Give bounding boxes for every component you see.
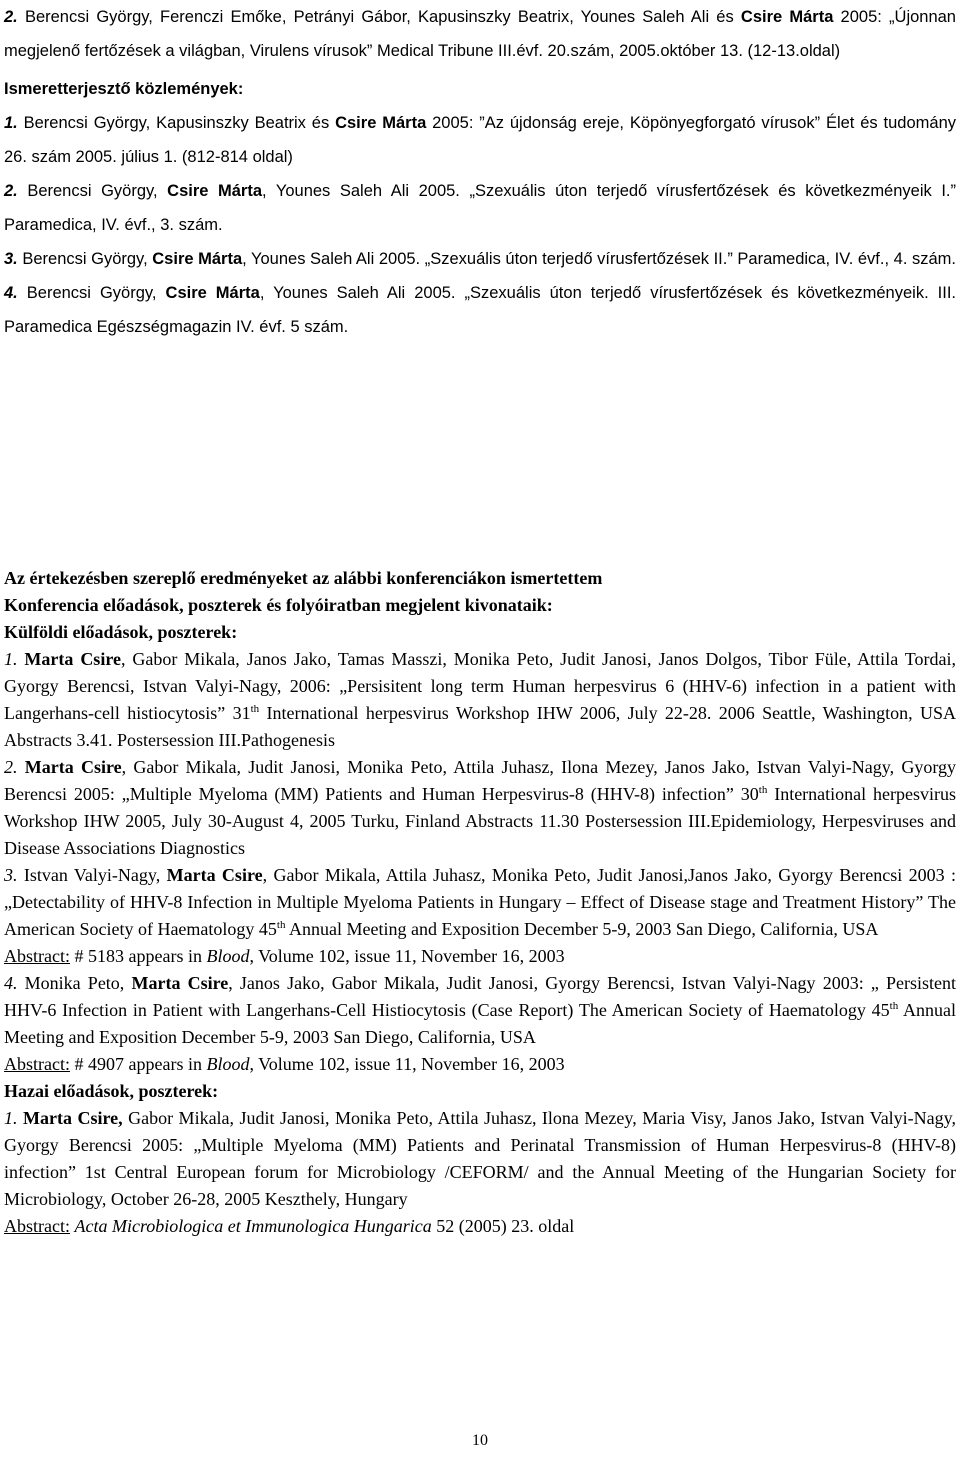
entry-citation: 2005: ”Az újdonság ereje, Köpönyegforgató vírusok” Élet és tudomány 26. szám 2005. július 1. (812-814 oldal)	[4, 114, 956, 166]
popular-publications-section	[4, 0, 956, 344]
highlighted-author: Csire Márta	[165, 284, 260, 302]
abstract-text: # 5183 appears in	[69, 946, 207, 966]
entry-citation: , Gabor Mikala, Janos Jako, Tamas Masszi, Monika Peto, Judit Janosi, Janos Dolgos, Tibor Füle, Attila Tordai, Gyorgy Berencsi, Istvan Valyi-Nagy, 2006: „Persisitent long term Human herpesvirus 6 (HHV-6) infection in a patient with Langerhans-cell histiocytosis” 31	[4, 649, 956, 723]
abstract-line	[4, 1051, 956, 1078]
abstract-text: , Volume 102, issue 11, November 16, 2003	[249, 946, 565, 966]
ordinal-suffix: th	[276, 919, 286, 931]
journal-name: Blood	[206, 1054, 250, 1074]
entry-number: 3.	[4, 250, 18, 268]
abstract-text: , Volume 102, issue 11, November 16, 2003	[249, 1054, 565, 1074]
entry-citation: , Gabor Mikala, Judit Janosi, Monika Peto, Attila Juhasz, Ilona Mezey, Janos Jako, Istvan Valyi-Nagy, Gyorgy Berencsi 2005: „Multiple Myeloma (MM) Patients and Human Herpesvirus-8 (HHV-8) infection” 30	[4, 757, 956, 804]
entry-number: 3.	[4, 865, 18, 885]
page-number: 10	[472, 1432, 488, 1449]
conference-entry	[4, 754, 956, 862]
entry-citation: , Younes Saleh Ali 2005. „Szexuális úton terjedő vírusfertőzések és következményeik. III. Paramedica Egészségmagazin IV. évf. 5 szám.	[4, 284, 956, 336]
conference-entry	[4, 646, 956, 754]
abstract-text: # 4907 appears in	[69, 1054, 207, 1074]
entry-citation-cont: Annual Meeting and Exposition December 5-9, 2003 San Diego, California, USA	[285, 919, 879, 939]
abstract-label: Abstract:	[4, 946, 70, 966]
entry-number: 4.	[4, 973, 18, 993]
highlighted-author: Csire Márta	[740, 8, 834, 26]
publication-entry	[4, 276, 956, 344]
publication-entry	[4, 0, 956, 68]
entry-citation-cont: International herpesvirus Workshop IHW 2006, July 22-28. 2006 Seattle, Washington, USA Abstracts 3.41. Postersession III.Pathogenesis	[4, 703, 956, 750]
entry-authors: Istvan Valyi-Nagy,	[17, 865, 167, 885]
entry-authors: Berencsi György, Kapusinszky Beatrix és	[17, 114, 336, 132]
entry-number: 1.	[4, 649, 18, 669]
journal-name: Blood	[206, 946, 250, 966]
section-heading: Ismeretterjesztő közlemények:	[4, 80, 244, 98]
entry-citation: 2005: „Újonnan megjelenő fertőzések a világban, Virulens vírusok” Medical Tribune III.évf. 20.szám, 2005.október 13. (12-13.oldal)	[4, 8, 956, 60]
entry-number: 1.	[4, 114, 18, 132]
domestic-heading: Hazai előadások, poszterek:	[4, 1081, 219, 1101]
conference-entry	[4, 1105, 956, 1213]
entry-number: 4.	[4, 284, 18, 302]
entry-authors: Berencsi György,	[17, 182, 168, 200]
entry-authors: Berencsi György, Ferenczi Emőke, Petrányi Gábor, Kapusinszky Beatrix, Younes Saleh Ali és	[24, 8, 734, 26]
abstract-label: Abstract:	[4, 1216, 70, 1236]
ordinal-suffix: th	[758, 784, 768, 796]
conference-entry	[4, 862, 956, 943]
entry-number: 1.	[4, 1108, 18, 1128]
entry-citation-cont: Annual Meeting and Exposition December 5-9, 2003 San Diego, California, USA	[4, 1000, 956, 1047]
highlighted-author: Csire Márta	[167, 182, 263, 200]
abstract-text: 52 (2005) 23. oldal	[431, 1216, 575, 1236]
abstract-line	[4, 1213, 956, 1240]
highlighted-author: Marta Csire	[131, 973, 229, 993]
highlighted-author: Csire Márta	[335, 114, 427, 132]
entry-authors: Monika Peto,	[17, 973, 132, 993]
abstract-line	[4, 943, 956, 970]
conference-title-line: Az értekezésben szereplő eredményeket az alábbi konferenciákon ismertettem	[4, 568, 603, 588]
publication-entry	[4, 242, 956, 276]
publication-entry	[4, 174, 956, 242]
highlighted-author: Csire Márta	[152, 250, 243, 268]
foreign-heading: Külföldi előadások, poszterek:	[4, 622, 238, 642]
ordinal-suffix: th	[889, 1000, 899, 1012]
highlighted-author: Marta Csire	[17, 757, 122, 777]
entry-number: 2.	[4, 757, 18, 777]
entry-citation: , Younes Saleh Ali 2005. „Szexuális úton terjedő vírusfertőzések és következményeik I.” Paramedica, IV. évf., 3. szám.	[4, 182, 956, 234]
highlighted-author: Marta Csire	[166, 865, 263, 885]
entry-authors: Berencsi György,	[17, 250, 153, 268]
highlighted-author: Marta Csire	[17, 649, 121, 669]
entry-citation: , Gabor Mikala, Attila Juhasz, Monika Peto, Judit Janosi,Janos Jako, Gyorgy Berencsi 2003 : „Detectability of HHV-8 Infection in Multiple Myeloma Patients in Hungary – Effect of Disease stage and Treatment History” The American Society of Haematology 45	[4, 865, 957, 939]
highlighted-author: Marta Csire,	[17, 1108, 123, 1128]
entry-citation-cont: International herpesvirus Workshop IHW 2005, July 30-August 4, 2005 Turku, Finland Abstracts 11.30 Postersession III.Epidemiology, Herpesviruses and Disease Associations Diagnostics	[4, 784, 957, 858]
ordinal-suffix: th	[250, 703, 260, 715]
entry-citation: , Janos Jako, Gabor Mikala, Judit Janosi, Gyorgy Berencsi, Istvan Valyi-Nagy 2003: „ Persistent HHV-6 Infection in Patient with Langerhans-Cell Histiocytosis (Case Report) The American Society of Haematology 45	[4, 973, 956, 1020]
conference-subtitle-line: Konferencia előadások, poszterek és folyóiratban megjelent kivonataik:	[4, 595, 553, 615]
entry-citation: , Younes Saleh Ali 2005. „Szexuális úton terjedő vírusfertőzések II.” Paramedica, IV. évf., 4. szám.	[242, 250, 956, 268]
conference-section	[4, 565, 956, 1240]
conference-entry	[4, 970, 956, 1051]
abstract-label: Abstract:	[4, 1054, 70, 1074]
entry-number: 2.	[4, 8, 18, 26]
entry-number: 2.	[4, 182, 18, 200]
entry-citation: Gabor Mikala, Judit Janosi, Monika Peto, Attila Juhasz, Ilona Mezey, Maria Visy, Janos Jako, Istvan Valyi-Nagy, Gyorgy Berencsi 2005: „Multiple Myeloma (MM) Patients and Perinatal Transmission of Human Herpesvirus-8 (HHV-8) infection” 1st Central European forum for Microbiology /CEFORM/ and the Annual Meeting of the Hungarian Society for Microbiology, October 26-28, 2005 Keszthely, Hungary	[4, 1108, 956, 1209]
entry-authors: Berencsi György,	[17, 284, 166, 302]
publication-entry	[4, 106, 956, 174]
journal-name: Acta Microbiologica et Immunologica Hungarica	[74, 1216, 432, 1236]
